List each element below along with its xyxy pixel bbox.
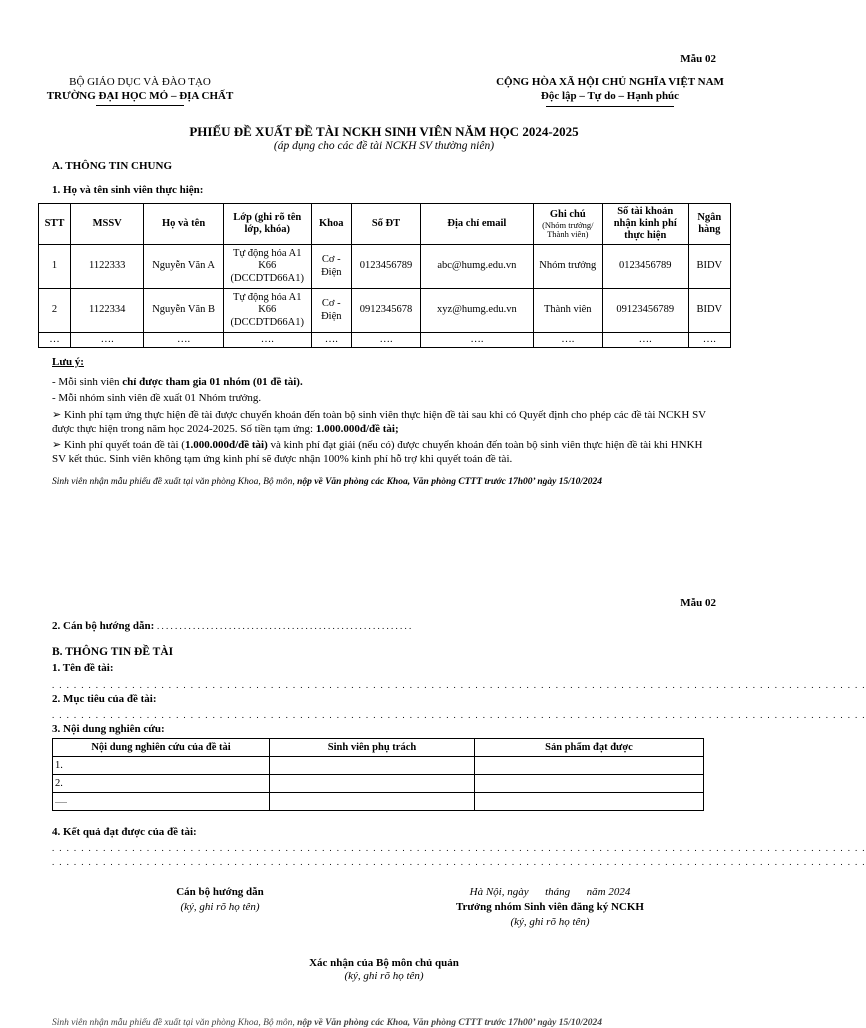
note-4-rest: và kinh phí đạt giải (nếu có) được chuyển khoản đến toàn bộ sinh viên thực hiện đề tài khi HNKH SV kết thúc. Sinh viên không tạm ứng kinh phí sẽ được nhận 100% kinh phí hỗ trợ khi quyết toán đề tài.: [52, 439, 703, 466]
cell-empty: [270, 757, 475, 775]
submit-note-bold: nộp về Văn phòng các Khoa, Văn phòng CTTT trước 17h00’ ngày 15/10/2024: [297, 477, 603, 487]
col-stt: STT: [39, 204, 71, 245]
supervisor-label: 2. Cán bộ hướng dẫn:: [52, 620, 155, 632]
cell-bank: BIDV: [688, 245, 730, 289]
note-4-bold: 1.000.000đ/đề tài): [184, 439, 268, 451]
department-confirm-title: Xác nhận của Bộ môn chủ quản: [309, 957, 459, 969]
submit-note-cutoff-bold: nộp về Văn phòng các Khoa, Văn phòng CTTT trước 17h00’ ngày 15/10/2024: [297, 1018, 603, 1028]
cell-name: Nguyễn Văn B: [144, 289, 224, 333]
col-phone: Số ĐT: [351, 204, 420, 245]
supervisor-sign-title: Cán bộ hướng dẫn: [176, 886, 264, 898]
cell-email: abc@humg.edu.vn: [421, 245, 534, 289]
result-dots-2: . . . . . . . . . . . . . . . . . . . . . . . . . . . . . . . . . . . . . . . . . . . . . . . . . . . . . . . . . . . . . . . . . . . . . . . . . . . . . . . . . . . . . . . . . . . . . . . . . . . . . . . . . . . . . . . .: [52, 857, 866, 867]
goal-label: 2. Mục tiêu của đề tài:: [52, 693, 157, 705]
cell-note: Nhóm trưởng: [533, 245, 602, 289]
note-line-1: [52, 376, 303, 388]
department-confirm-sub: (ký, ghi rõ họ tên): [344, 970, 424, 982]
research-table-header: [53, 739, 704, 757]
cell-dept: Cơ - Điện: [311, 245, 351, 289]
row-index: 2.: [53, 775, 270, 793]
table-row: [53, 775, 704, 793]
cell-mssv: 1122334: [71, 289, 144, 333]
note-1-bold: chỉ được tham gia 01 nhóm (01 đề tài).: [122, 376, 303, 388]
col-email: Địa chỉ email: [421, 204, 534, 245]
col-note-title: Ghi chú: [549, 208, 586, 220]
table-row: [53, 757, 704, 775]
col-research-content: Nội dung nghiên cứu của đề tài: [53, 739, 270, 757]
note-line-2: - Mỗi nhóm sinh viên đề xuất 01 Nhóm trưởng.: [52, 392, 262, 404]
cell-empty: [475, 775, 704, 793]
col-bank: Ngân hàng: [688, 204, 730, 245]
cell-account: 0123456789: [602, 245, 688, 289]
research-content-table: [52, 738, 704, 811]
submit-note-text: Sinh viên nhận mẫu phiếu đề xuất tại văn phòng Khoa, Bộ môn,: [52, 477, 298, 487]
cell-account: 09123456789: [602, 289, 688, 333]
form-title: PHIẾU ĐỀ XUẤT ĐỀ TÀI NCKH SINH VIÊN NĂM HỌC 2024-2025: [189, 124, 579, 139]
cell-dept: ….: [311, 333, 351, 348]
note-3-bold: 1.000.000đ/đề tài;: [315, 423, 399, 436]
date-line: Hà Nội, ngày tháng năm 2024: [469, 886, 631, 898]
result-label: 4. Kết quả đạt được của đề tài:: [52, 826, 197, 838]
national-motto: Độc lập – Tự do – Hạnh phúc: [540, 90, 680, 102]
leader-sign-title: Trưởng nhóm Sinh viên đăng ký NCKH: [456, 901, 644, 913]
cell-name: Nguyễn Văn A: [144, 245, 224, 289]
cell-bank: ….: [688, 333, 730, 348]
note-heading: Lưu ý:: [52, 356, 84, 368]
note-1-text: - Mỗi sinh viên: [52, 376, 123, 388]
cell-phone: 0123456789: [351, 245, 420, 289]
university-underline: [96, 105, 184, 106]
cell-mssv: 1122333: [71, 245, 144, 289]
form-code: Mẫu 02: [680, 53, 716, 65]
submit-note: [52, 477, 602, 487]
note-line-3: [52, 408, 718, 437]
cell-phone: 0912345678: [351, 289, 420, 333]
motto-underline: [546, 106, 674, 107]
students-label: 1. Họ và tên sinh viên thực hiện:: [52, 184, 204, 196]
note-4-prefix: ➢ Kinh phí quyết toán đề tài (: [52, 439, 185, 451]
cell-phone: ….: [351, 333, 420, 348]
col-name: Họ và tên: [144, 204, 224, 245]
supervisor-dots: . . . . . . . . . . . . . . . . . . . . . . . . . . . . . . . . . . . . . . . . . . . . . . . . . . . . . . . . .: [157, 621, 412, 631]
col-class: Lớp (ghi rõ tên lớp, khóa): [223, 204, 311, 245]
cell-class: ….: [223, 333, 311, 348]
cell-mssv: ….: [71, 333, 144, 348]
cell-class: Tự động hóa A1 K66 (DCCDTD66A1): [223, 245, 311, 289]
students-table-header: [39, 204, 731, 245]
republic-name: CỘNG HÒA XÃ HỘI CHỦ NGHĨA VIỆT NAM: [496, 76, 724, 88]
row-index: ......: [53, 793, 270, 811]
cell-email: xyz@humg.edu.vn: [421, 289, 534, 333]
cell-bank: BIDV: [688, 289, 730, 333]
col-responsible-student: Sinh viên phụ trách: [270, 739, 475, 757]
ministry-name: BỘ GIÁO DỤC VÀ ĐÀO TẠO: [69, 76, 211, 88]
col-account: Số tài khoản nhận kinh phí thực hiện: [602, 204, 688, 245]
note-3-text: ➢ Kinh phí tạm ứng thực hiện đề tài được chuyển khoản đến toàn bộ sinh viên thực hiện đề tài sau khi có Quyết định cho phép các đề tài NCKH SV được thực hiện trong năm học 2024-2025. Số tiền tạm ứng:: [52, 409, 706, 436]
topic-dots: . . . . . . . . . . . . . . . . . . . . . . . . . . . . . . . . . . . . . . . . . . . . . . . . . . . . . . . . . . . . . . . . . . . . . . . . . . . . . . . . . . . . . . . . . . . . . . . . . . . . . . . . . . . . . . . .: [52, 680, 866, 690]
supervisor-sign-sub: (ký, ghi rõ họ tên): [180, 901, 260, 913]
supervisor-line: [52, 620, 411, 632]
col-note-sub: (Nhóm trưởng/ Thành viên): [542, 219, 594, 240]
cell-email: ….: [421, 333, 534, 348]
cell-stt: 2: [39, 289, 71, 333]
cell-empty: [475, 757, 704, 775]
row-index: 1.: [53, 757, 270, 775]
cell-class: Tự động hóa A1 K66 (DCCDTD66A1): [223, 289, 311, 333]
submit-note-cutoff: [52, 1018, 602, 1028]
col-product: Sản phẩm đạt được: [475, 739, 704, 757]
goal-dots: . . . . . . . . . . . . . . . . . . . . . . . . . . . . . . . . . . . . . . . . . . . . . . . . . . . . . . . . . . . . . . . . . . . . . . . . . . . . . . . . . . . . . . . . . . . . . . . . . . . . . . . . . . . . . . . .: [52, 710, 866, 720]
cell-note: ….: [533, 333, 602, 348]
form-subtitle: (áp dụng cho các đề tài NCKH SV thường niên): [273, 140, 495, 152]
section-a-heading: A. THÔNG TIN CHUNG: [52, 160, 173, 172]
cell-empty: [270, 793, 475, 811]
table-row: [39, 333, 731, 348]
section-b-heading: B. THÔNG TIN ĐỀ TÀI: [52, 646, 174, 658]
leader-sign-sub: (ký, ghi rõ họ tên): [510, 916, 590, 928]
content-label: 3. Nội dung nghiên cứu:: [52, 723, 165, 735]
university-name: TRƯỜNG ĐẠI HỌC MỎ – ĐỊA CHẤT: [46, 90, 234, 102]
note-line-4: [52, 438, 718, 467]
submit-note-cutoff-text: Sinh viên nhận mẫu phiếu đề xuất tại văn phòng Khoa, Bộ môn,: [52, 1018, 298, 1028]
col-mssv: MSSV: [71, 204, 144, 245]
col-dept: Khoa: [311, 204, 351, 245]
cell-note: Thành viên: [533, 289, 602, 333]
col-note: [533, 204, 602, 245]
table-row: [53, 793, 704, 811]
table-row: [39, 289, 731, 333]
cell-account: ….: [602, 333, 688, 348]
cell-dept: Cơ - Điện: [311, 289, 351, 333]
students-table: [38, 203, 731, 348]
form-code-page-2: Mẫu 02: [680, 597, 716, 609]
result-dots-1: . . . . . . . . . . . . . . . . . . . . . . . . . . . . . . . . . . . . . . . . . . . . . . . . . . . . . . . . . . . . . . . . . . . . . . . . . . . . . . . . . . . . . . . . . . . . . . . . . . . . . . . . . . . . . . . .: [52, 843, 866, 853]
cell-empty: [475, 793, 704, 811]
cell-name: ….: [144, 333, 224, 348]
topic-label: 1. Tên đề tài:: [52, 662, 114, 674]
cell-stt: …: [39, 333, 71, 348]
table-row: [39, 245, 731, 289]
cell-empty: [270, 775, 475, 793]
cell-stt: 1: [39, 245, 71, 289]
